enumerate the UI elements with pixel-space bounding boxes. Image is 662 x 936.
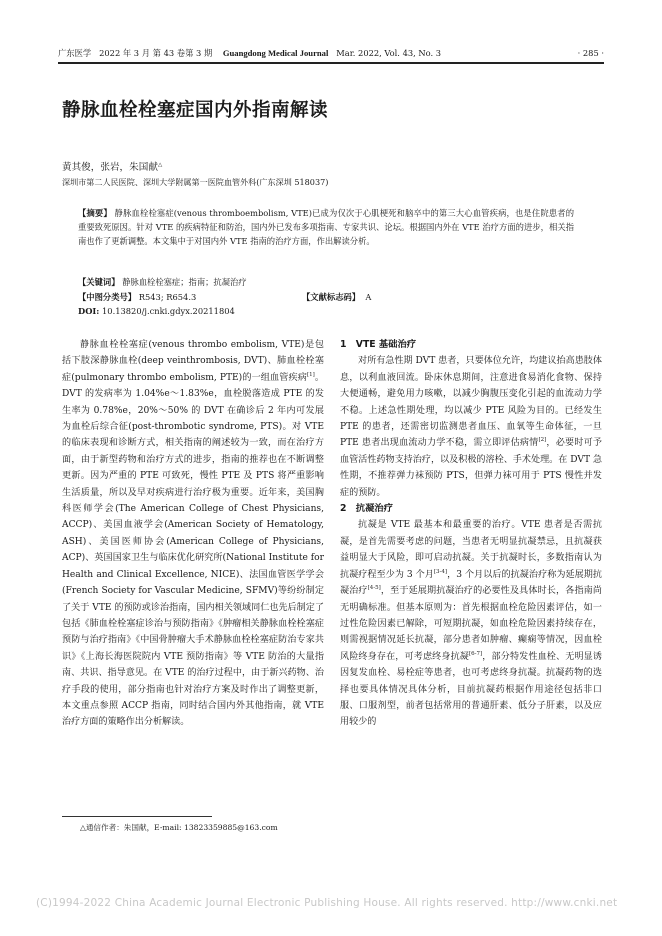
page-number: · 285 · — [577, 48, 604, 58]
citation-ref-1: [1] — [306, 371, 315, 378]
keywords-label: 【关键词】 — [78, 277, 120, 287]
sec2-text-a: 抗凝是 VTE 最基本和最重要的治疗。VTE 患者是否需抗凝，是首先需要考虑的问题，当患者无明显抗凝禁忌，且抗凝获益明显大于风险，即可启动抗凝。关于抗凝时长，多数指南认为抗凝疗程至少为 3 个月 — [340, 520, 602, 580]
journal-name-en: Guangdong Medical Journal — [222, 48, 329, 58]
sec2-text-c: ，至于延展期抗凝治疗的必要性及具体时长，各指南尚无明确标准。但基本原则为：首先根据血栓危险因素评估，如一过性危险因素已解除，可短期抗凝，如血栓危险因素持续存在，则需视据情况延长抗凝，部分患者如肿瘤、癫痫等情况，因血栓风险终身存在，可考虑终身抗凝 — [340, 586, 602, 662]
citation-ref-4-5: [4-5] — [367, 585, 381, 592]
running-header — [58, 46, 604, 60]
article-title: 静脉血栓栓塞症国内外指南解读 — [62, 100, 329, 121]
doc-code-label: 【文献标志码】 — [302, 292, 361, 302]
copyright-watermark: (C)1994-2022 China Academic Journal Electronic Publishing House. All rights reserved. http://www.cnki.net — [36, 897, 618, 909]
issue-info-cn: 2022 年 3 月 第 43 卷第 3 期 — [99, 48, 213, 58]
journal-name-cn: 广东医学 — [58, 48, 92, 58]
keywords — [78, 276, 247, 288]
abstract-label: 【摘要】 — [78, 208, 112, 218]
section-heading-1: 1 VTE 基础治疗 — [340, 339, 417, 350]
classification-number — [78, 291, 196, 303]
author-list — [62, 159, 162, 173]
citation-ref-2: [2] — [538, 437, 547, 444]
affiliation: 深圳市第二人民医院、深圳大学附属第一医院血管外科(广东深圳 518037) — [62, 177, 329, 187]
corresponding-author-mark: △ — [157, 161, 163, 168]
doi-label: DOI: — [78, 306, 100, 316]
citation-ref-3-4: [3-4] — [433, 568, 448, 575]
section-1-paragraph — [340, 353, 602, 501]
body-left-column — [62, 337, 324, 731]
document-code — [302, 291, 371, 303]
doc-code-text: A — [365, 292, 372, 302]
section-2-paragraph — [340, 517, 602, 730]
classification-text: R543; R654.3 — [138, 292, 197, 302]
body-right-column — [340, 337, 602, 731]
intro-text-b: 。DVT 的发病率为 1.04%e～1.83%e，血栓脱落造成 PTE 的发生率为 0.78%e，20%～50% 的 DVT 在确诊后 2 年内可发展为血栓后综合征(post-thrombotic syndrome, PTS)。对 VTE 的临床表现和诊断方式，相关指南的阐述较为一致，而在治疗方面，由于新型药物和治疗方式的进步，指南的推荐也在不断调整更新。因为严重的 PTE 可致死，慢性 PTE 及 PTS 将严重影响生活质量，所以及早对疾病进行治疗极为重要。近年来，美国胸科医师学会(The American College of Chest Physicians, ACCP)、美国血液学会(American Society of Hematology, ASH)、美国医师协会(American College of Physicians, ACP)、英国国家卫生与临床优化研究所(National Institute for Health and Clinical Excellence, NICE)、法国血管医学学会(French Society for Vascular Medicine, SFMV)等纷纷制定了关于 VTE 的预防或诊治指南，国内相关领域同仁也先后制定了包括《肺血栓栓塞症诊治与预防指南》《肿瘤相关静脉血栓栓塞症预防与治疗指南》《中国骨肿瘤大手术静脉血栓栓塞症防治专家共识》《上海长海医院院内 VTE 预防指南》等 VTE 防治的大量指南、共识、指导意见。在 VTE 的治疗过程中，由于新兴药物、治疗手段的使用，部分指南也针对治疗方案及时作出了调整更新，本文重点参照 ACCP 指南，同时结合国内外其他指南，就 VTE 治疗方面的策略作出分析解读。 — [62, 372, 324, 728]
abstract-text: 静脉血栓栓塞症(venous thromboembolism, VTE)已成为仅次于心肌梗死和脑卒中的第三大心血管疾病，也是住院患者的重要致死原因。针对 VTE 的疾病特征和防治，国内外已发布多项指南、专家共识、论坛。根据国内外在 VTE 治疗方面的进步，相关指南也作了更新调整。本文集中于对国内外 VTE 指南的治疗方面，作出解读分析。 — [78, 208, 574, 246]
sec2-text-b: ，3 个月以后的抗凝治疗称为延展期抗凝治疗 — [340, 569, 602, 597]
doi — [78, 306, 235, 316]
sec1-text-a: 对所有急性期 DVT 患者，只要体位允许，均建议抬高患肢体息，以利血液回流。卧床休息期间，注意进食易消化食物、保持大便通畅，避免用力咳嗽，以减少胸腹压变化引起的血流动力学不稳。上述急性期处理，均以减少 PTE 风险为目的。已经发生 PTE 的患者，还需密切监测患者血压、血氧等生命体征，一旦 PTE 患者出现血流动力学不稳，需立即评估病情 — [340, 356, 602, 449]
citation-ref-6-7: [6-7] — [469, 650, 483, 657]
classification-label: 【中图分类号】 — [78, 292, 137, 302]
section-heading-2: 2 抗凝治疗 — [340, 503, 393, 515]
intro-text-a: 静脉血栓栓塞症(venous thrombo embolism, VTE)是包括下肢深静脉血栓(deep veinthrombosis, DVT)、肺血栓栓塞症(pulmonary thrombo embolism, PTE)的一组血管疾病 — [62, 340, 324, 383]
authors: 黄其俊，张岩，朱国献 — [62, 162, 158, 173]
corresponding-author-footnote: △通信作者：朱国献，E-mail: 13823359885@163.com — [80, 823, 278, 832]
abstract — [78, 206, 574, 248]
doi-text: 10.13820/j.cnki.gdyx.20211804 — [102, 306, 235, 316]
sec2-text-d: ，部分特发性血栓、无明显诱因复发血栓、易栓症等患者，也可考虑终身抗凝。抗凝药物的选择也要具体情况具体分析，目前抗凝药根据作用途径包括非口服、口服剂型，前者包括常用的普通肝素、低分子肝素，以及应用较少的 — [340, 651, 602, 728]
intro-paragraph — [62, 337, 324, 731]
sec1-text-b: ，必要时可予血管活性药物支持治疗，以及积极的溶栓、手术处理。在 DVT 急性期，不推荐弹力袜预防 PTS，但弹力袜可用于 PTS 慢性并发症的预防。 — [340, 438, 602, 498]
footnote-rule — [62, 816, 212, 817]
header-rule — [58, 62, 604, 64]
keywords-text: 静脉血栓栓塞症；指南；抗凝治疗 — [122, 277, 247, 287]
issue-info-en: Mar. 2022, Vol. 43, No. 3 — [336, 48, 442, 58]
